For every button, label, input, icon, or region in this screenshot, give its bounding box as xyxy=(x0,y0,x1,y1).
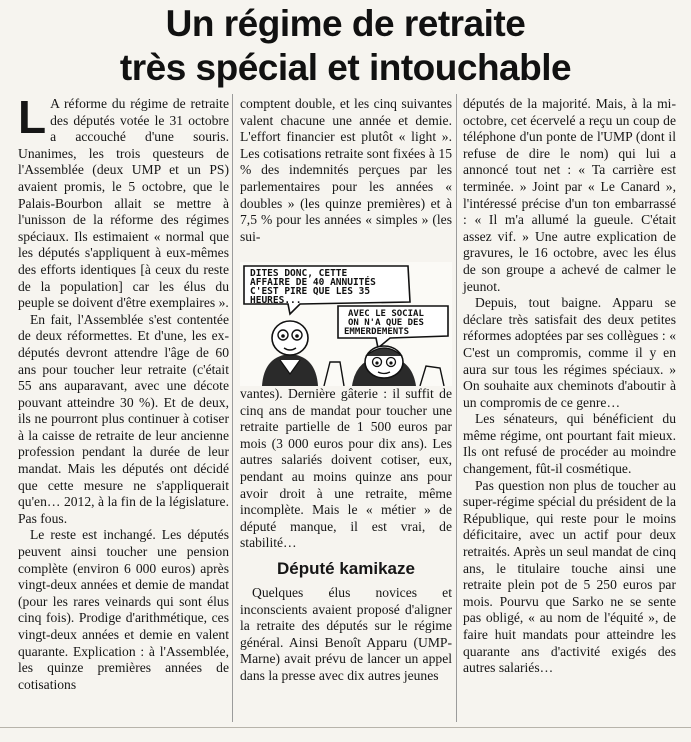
cartoon-bubble-1-line: HEURES... xyxy=(250,295,302,306)
cartoon-bubble-2-line: EMMERDEMENTS xyxy=(344,327,410,337)
cartoon-bubble-1-line: C'EST PIRE QUE LES 35 xyxy=(250,286,371,297)
headline-line-1: Un régime de retraite xyxy=(165,3,526,44)
paragraph-text: A réforme du régime de retraite des députés votée le 31 octobre a accouché d'une souris. Unanimes, les trois questeurs de l'Assemblée (deux UMP et un PS) avaient promis, le 5 octobre, que le Palais-Bourbon allait se mettre à l'unisson de la réforme des régimes spéciaux. Ils estimaient « normal que les députés s'appliquent à eux-mêmes des efforts identiques [à ceux du reste de la population] car les élus du peuple se doivent d'être exemplaires ». xyxy=(18,96,229,311)
article-column-2-top xyxy=(240,96,452,262)
paragraph: vantes). Dernière gâterie : il suffit de cinq ans de mandat pour toucher une retraite partielle de 1 500 euros par mois (3 000 euros pour dix ans). Les autres salariés doivent cotiser, eux, pendant au moins quinze ans pour avoir droit à une retraite, même incomplète. Mais le « métier » de député manque, il est vrai, de stabilité… xyxy=(240,386,452,551)
cartoon-bubble-1-line: AFFAIRE DE 40 ANNUITÉS xyxy=(250,277,376,288)
paragraph: Pas question non plus de toucher au super-régime spécial du président de la République, qui reste pour le moins déficitaire, avec un actif pour deux retraités. Après un seul mandat de cinq ans, le titulaire touche ainsi une retraite plein pot de 5 250 euros par mois. Pourvu que Sarko ne se sente pas obligé, « au nom de l'équité », de faire huit mandats pour atteindre les quarante ans d'activité exigés des autres salariés… xyxy=(463,477,676,676)
column-divider xyxy=(232,94,233,722)
cartoon-drawing xyxy=(240,262,452,386)
paragraph: Les sénateurs, qui bénéficient du même régime, ont pourtant fait mieux. Ils ont refusé de procéder au moindre changement, fût-il cosmétique. xyxy=(463,411,676,477)
headline-line-2: très spécial et intouchable xyxy=(119,47,572,88)
cartoon-illustration xyxy=(240,262,452,386)
cartoon-bubble-1-line: DITES DONC, CETTE xyxy=(250,268,348,279)
cartoon-bubble-2-line: ON N'A QUE DES xyxy=(348,318,424,328)
paragraph: députés de la majorité. Mais, à la mi-octobre, cet écervelé a reçu un coup de téléphone d'un ponte de l'UMP (dont il refuse de dire le nom) qui lui a annoncé tout net : « Ta carrière est terminée. » Joint par « Le Canard », l'intéressé précise d'un ton embarrassé : « Il m'a allumé la gueule. C'était assez vif. » Une autre explication de gravures, le 16 octobre, avec les élus de son groupe a achevé de calmer le jeunot. xyxy=(463,96,676,294)
column-divider xyxy=(456,94,457,722)
section-subheading: Député kamikaze xyxy=(277,558,415,578)
article-column-1 xyxy=(18,91,229,693)
article-column-2-bottom xyxy=(240,386,452,685)
cartoon-character-left xyxy=(262,321,318,386)
paragraph: En fait, l'Assemblée s'est contentée de deux réformettes. Et d'une, les ex-députés devront attendre l'âge de 60 ans pour toucher leur retraite (c'était 55 ans auparavant, avec une décote pouvant atteindre 30 %). Et de deux, ils ne pourront plus continuer à cotiser à la caisse de retraite de leur ancienne profession pendant la durée de leur mandat. Mais les députés ont décidé que cette mesure ne s'appliquerait qu'en… 2012, à la fin de la législature. Pas fous. xyxy=(18,311,229,526)
cartoon-bubble-2-line: AVEC LE SOCIAL xyxy=(348,309,424,319)
article-column-3 xyxy=(463,96,676,677)
cartoon-character-right xyxy=(352,346,416,386)
paragraph: comptent double, et les cinq suivantes valent chacune une année et demie. L'effort financier est plutôt « light ». Les cotisations retraite sont fixées à 15 % des indemnités perçues par les parlementaires pour les années « doubles » (les quinze premières) et à 7,5 % pour les années « simples » (les sui- xyxy=(240,96,452,244)
headline xyxy=(0,2,691,90)
paragraph xyxy=(18,91,229,312)
drop-cap: L xyxy=(18,91,47,143)
paragraph: Depuis, tout baigne. Apparu se déclare très satisfait des deux petites réformes adoptées par ses collègues : « C'est un compromis, comme il y en aura sur tous les régimes spéciaux. » On souhaite aux cheminots d'aboutir à un compromis de ce genre… xyxy=(463,295,676,410)
page-bottom-rule xyxy=(0,727,691,728)
paragraph: Quelques élus novices et inconscients avaient proposé d'aligner la retraite des députés sur le régime général. Ainsi Benoît Apparu (UMP-Marne) avait prévu de lancer un appel dans la presse avec dix autres jeunes xyxy=(240,584,452,683)
paragraph: Le reste est inchangé. Les députés peuvent ainsi toucher une pension complète (environ 6 000 euros) après vingt-deux années et demie de mandat (pour les rares veinards qui sont élus cinq fois). Prodige d'arithmétique, ces vingt-deux années et demie en valent quarante. Explication : à l'Assemblée, les quinze premières années de cotisations xyxy=(18,527,229,692)
